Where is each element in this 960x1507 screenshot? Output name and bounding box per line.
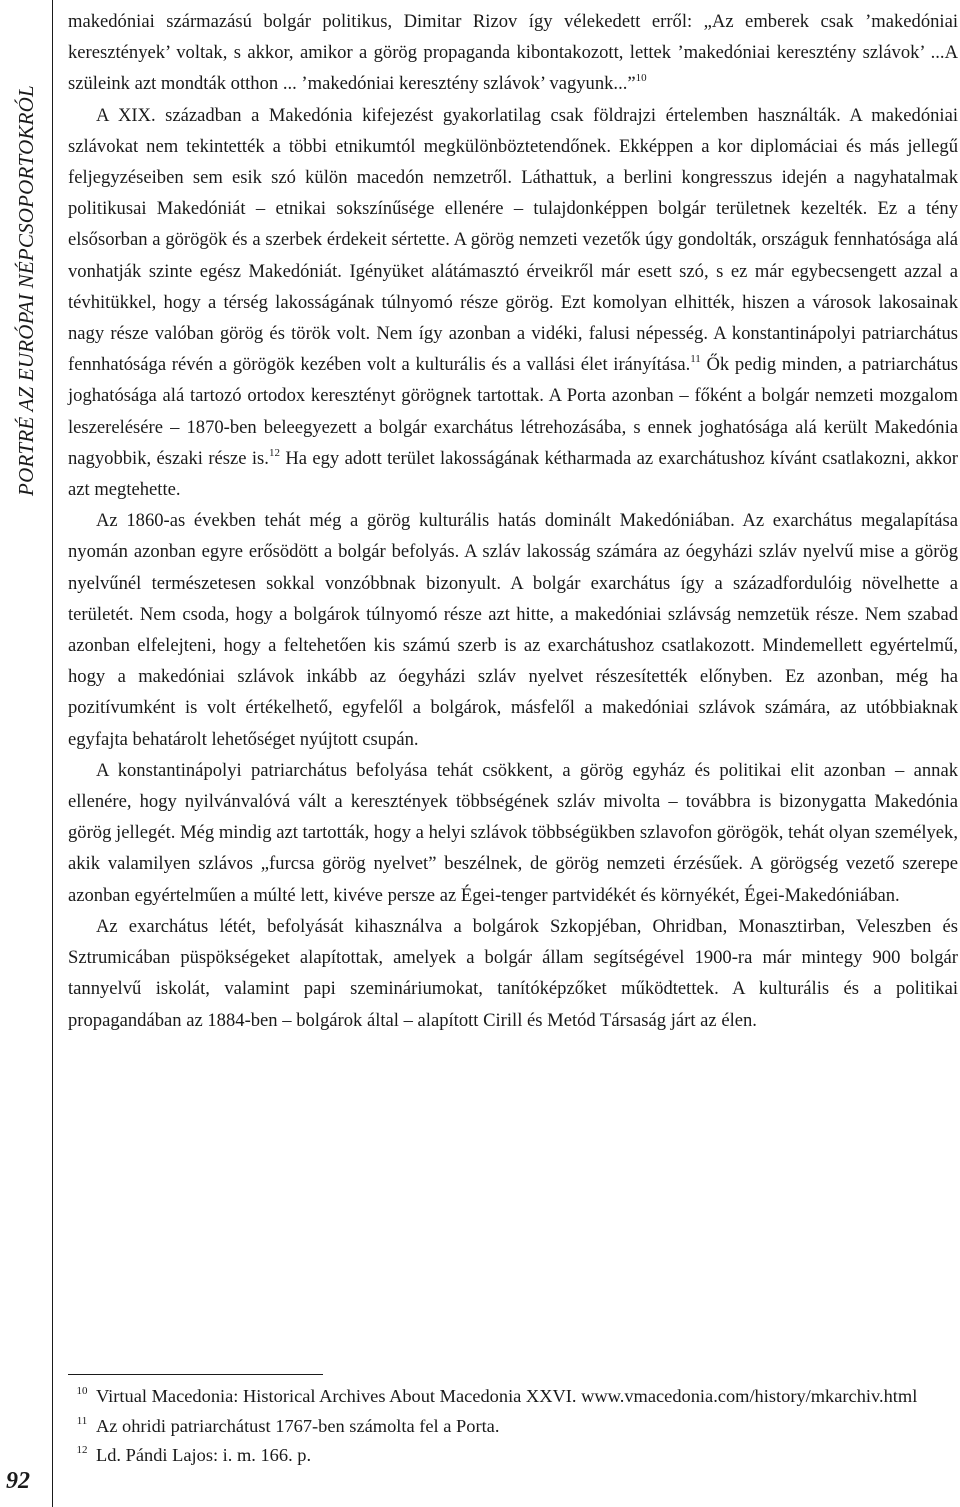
footnote-ref-12[interactable]: 12 [268, 446, 280, 459]
paragraph-4: A konstantinápolyi patriarchátus befolyása tehát csökkent, a görög egyház és politikai elit azonban – annak ellenére, hogy nyilvánvalóvá vált a keresztények többségének szláv mivolta – továbbra is bizonygatta Makedónia görög jellegét. Még mindig azt tartották, hogy a helyi szlávok többségükben szlavofon görögök, tehát olyan személyek, akik valamilyen szlávos „furcsa görög nyelvet” beszélnek, de görög nemzeti érzésűek. A görögség vezető szerepe azonban egyértelműen a múlté lett, kivéve persze az Égei-tenger partvidékét és környékét, Égei-Makedóniában. [68, 759, 958, 906]
footnote-12: 12 Ld. Pándi Lajos: i. m. 166. p. [76, 1444, 312, 1465]
paragraph-2-text-a: A XIX. században a Makedónia kifejezést gyakorlatilag csak földrajzi értelemben használták. A makedóniai szlávokat nem tekintették a többi etnikumtól megkülönböztetendőnek. Ekképpen a kor diplomáciai és más jellegű feljegyzéseiben sem esik szó külön macedón nemzetről. Láthattuk, a berlini kongresszus idején a nagyhatalmak politikusai Makedóniát – etnikai sokszínűsége ellenére – tulajdonképpen bolgár területnek kezelték. Ez a tény elsősorban a görögök és a szerbek érdekeit sértette. A görög nemzeti vezetők úgy gondolták, országuk fennhatósága alá vonhatják szinte egész Makedóniát. Igényüket alátámasztó érveikről már esett szó, s ez már egybecsengett azzal a tévhitükkel, hogy a térség lakosságának túlnyomó része görög. Ezt komolyan elhitték, hiszen a városok lakosainak nagy része valóban görög és török volt. Nem így azonban a vidéki, falusi népesség. A konstantinápolyi patriarchátus fennhatósága révén a görögök kezében volt a kulturális és a vallási élet irányítása. [68, 104, 958, 376]
footnotes [68, 1382, 958, 1471]
running-header-title: PORTRÉ AZ EURÓPAI NÉPCSOPORTOKRÓL [13, 84, 38, 496]
paragraph-2 [68, 100, 958, 506]
page-number: 92 [6, 1468, 30, 1494]
paragraph-1-text: makedóniai származású bolgár politikus, Dimitar Rizov így vélekedett erről: „Az emberek csak ’makedóniai keresztények’ voltak, s akkor, amikor a görög propaganda kibontakozott, lettek ’makedóniai keresztény szlávok’ ...A szüleink azt mondták otthon ... ’makedóniai keresztény szlávok’ vagyunk...” [68, 11, 958, 95]
margin-rule [52, 0, 53, 1507]
paragraph-2-text-c: Ha egy adott terület lakosságának kétharmada az exarchátushoz kívánt csatlakozni, akkor azt megtehette. [68, 447, 958, 501]
paragraph-5: Az exarchátus létét, befolyását kihasználva a bolgárok Szkopjéban, Ohridban, Monasztirban, Veleszben és Sztrumicában püspökségeket alapítottak, amelyek a bolgár állam segítségével 1900-ra már mintegy 900 bolgár tannyelvű iskolát, valamint papi szemináriumokat, tanítóképzőket működtettek. A kulturális és a politikai propagandában az 1884-ben – bolgárok által – alapított Cirill és Metód Társaság járt az élen. [68, 915, 958, 1031]
footnote-separator [68, 1374, 323, 1375]
footnote-text: Ld. Pándi Lajos: i. m. 166. p. [96, 1445, 312, 1465]
paragraph-3: Az 1860-as években tehát még a görög kulturális hatás dominált Makedóniában. Az exarchátus megalapítása nyomán azonban egyre erősödött a bolgár befolyás. A szláv lakosság számára az óegyházi szláv nyelvű mise a görög nyelvűnél természetesen sokkal vonzóbbnak bizonyult. A bolgár exarchátus így a századfordulóig növelhette a területét. Nem csoda, hogy a bolgárok túlnyomó része azt hitte, a makedóniai szlávság nemzetük része. Nem szabad azonban elfelejteni, hogy a feltehetően kis számú szerb is az exarchátushoz csatlakozott. Mindemellett egyértelmű, hogy a makedóniai szlávok inkább az óegyházi szláv nyelvet részesítették előnyben. Ez azonban, még ha pozitívumként is volt értékelhető, egyfelől a bolgárok, másfelől a makedóniai szlávok számára, az utóbbiaknak egyfajta behatárolt lehetőséget nyújtott csupán. [68, 510, 958, 750]
footnote-ref-11[interactable]: 11 [690, 353, 701, 366]
paragraph-2-text-b: Ők pedig minden, a patriarchátus joghatósága alá tartozó ortodox keresztényt görögnek tartottak. A Porta azonban – főként a bolgár nemzeti mozgalom leszerelésére – 1870-ben beleegyezett a bolgár exarchátus létrehozásába, s ennek joghatósága alá került Makedónia nagyobbik, északi része is. [68, 354, 958, 469]
footnote-text: Az ohridi patriarchátust 1767-ben számolta fel a Porta. [96, 1415, 500, 1436]
running-header [4, 0, 48, 580]
footnote-ref-10[interactable]: 10 [635, 72, 647, 85]
paragraph-1 [68, 6, 958, 100]
footnote-10: 10 Virtual Macedonia: Historical Archives About Macedonia XXVI. www.vmacedonia.com/history/mkarchiv.html [76, 1385, 918, 1406]
body-text [68, 6, 958, 1036]
footnote-11: 11 Az ohridi patriarchátust 1767-ben számolta fel a Porta. [76, 1414, 500, 1436]
footnote-text: Virtual Macedonia: Historical Archives About Macedonia XXVI. www.vmacedonia.com/history/mkarchiv.html [96, 1386, 918, 1406]
